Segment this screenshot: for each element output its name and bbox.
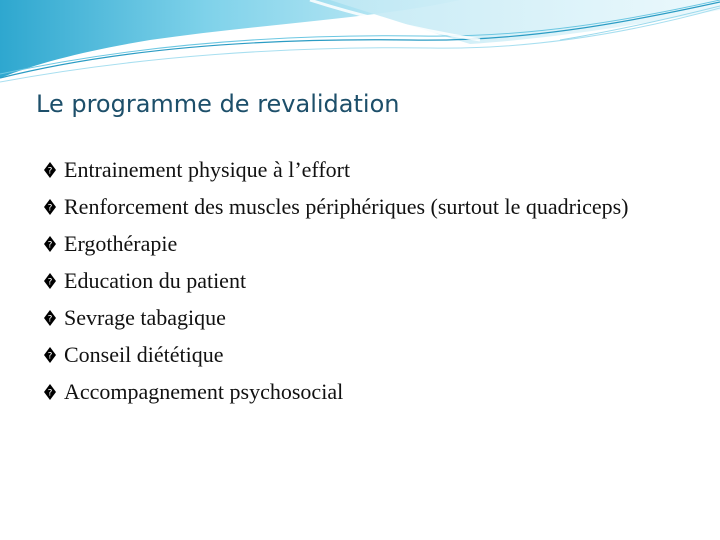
svg-text:?: ? [47,203,53,214]
list-item [44,228,684,260]
list-item-label: Conseil diététique [64,342,224,367]
missing-glyph-icon [44,310,56,326]
missing-glyph-icon [44,162,56,178]
missing-glyph-icon [44,273,56,289]
missing-glyph-icon [44,236,56,252]
svg-text:?: ? [47,351,53,362]
svg-text:?: ? [47,240,53,251]
wave-decoration [0,0,720,90]
list-item [44,302,684,334]
list-item-label: Entrainement physique à l’effort [64,157,351,182]
missing-glyph-icon [44,199,56,215]
missing-glyph-icon [44,347,56,363]
bullet-list [44,154,684,413]
svg-text:?: ? [47,314,53,325]
list-item [44,265,684,297]
svg-text:?: ? [47,388,53,399]
list-item-label: Accompagnement psychosocial [64,379,344,404]
slide-title: Le programme de revalidation [36,90,400,118]
missing-glyph-icon [44,384,56,400]
list-item-label: Education du patient [64,268,247,293]
list-item-label: Renforcement des muscles périphériques (surtout le quadriceps) [64,194,629,219]
list-item [44,339,684,371]
svg-text:?: ? [47,277,53,288]
list-item [44,154,684,186]
list-item [44,191,684,223]
list-item-label: Ergothérapie [64,231,178,256]
list-item-label: Sevrage tabagique [64,305,226,330]
svg-text:?: ? [47,166,53,177]
list-item [44,376,684,408]
